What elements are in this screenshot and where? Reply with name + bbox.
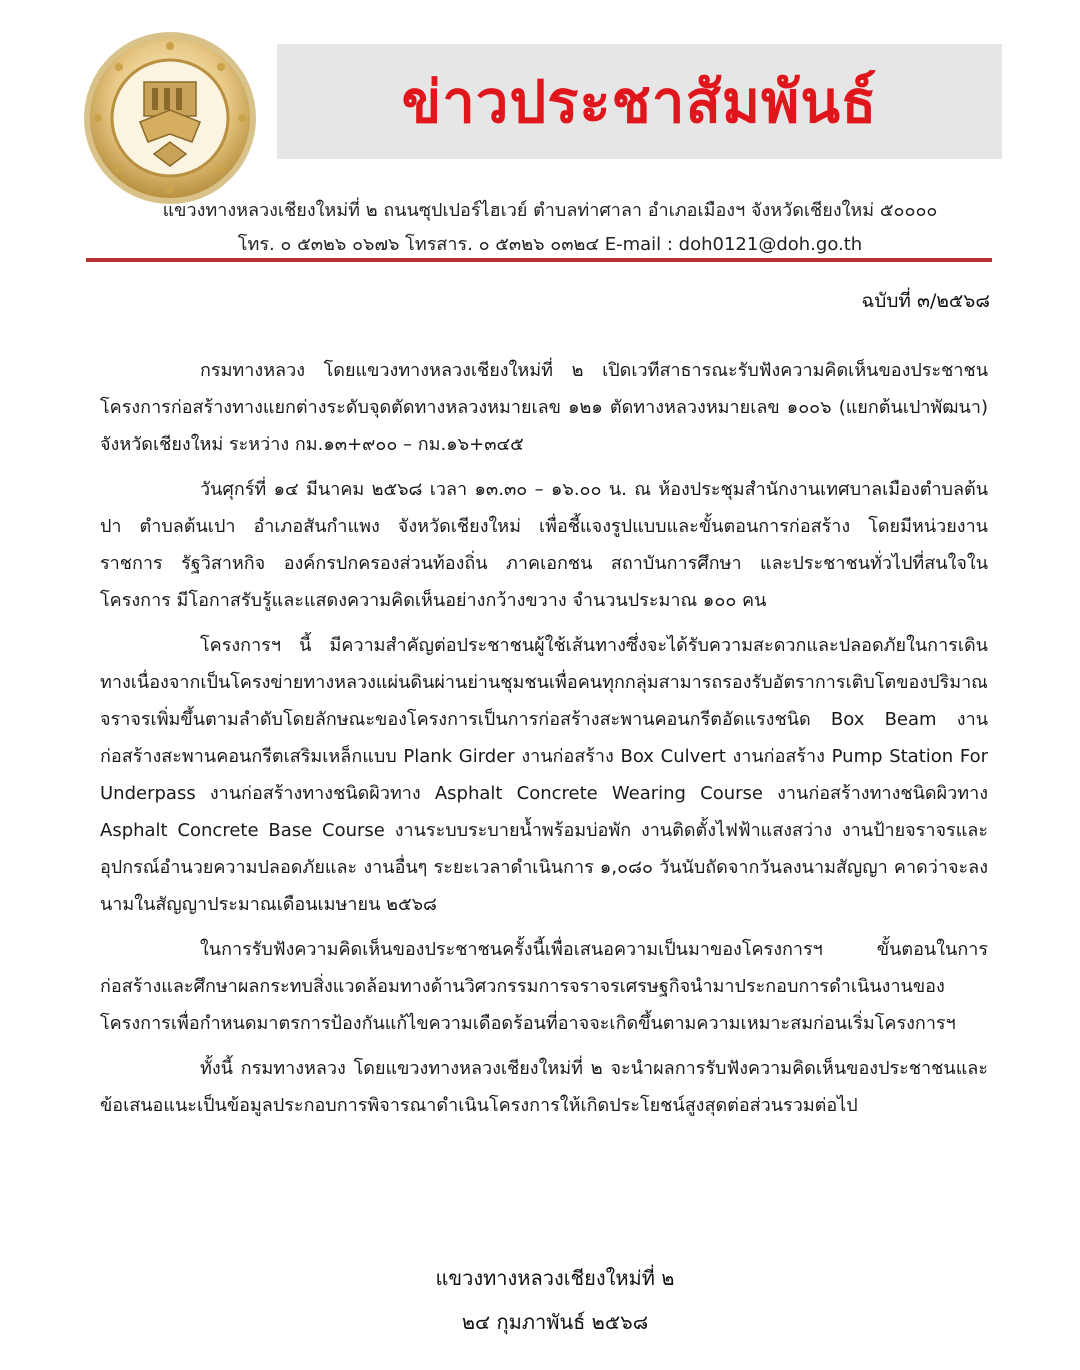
page-title: ข่าวประชาสัมพันธ์ (401, 68, 878, 136)
body-paragraph: วันศุกร์ที่ ๑๔ มีนาคม ๒๕๖๘ เวลา ๑๓.๓๐ – ๑๖.๐๐ น. ณ ห้องประชุมสำนักงานเทศบาลเมืองตำบลต้นปา ตำบลต้นเปา อำเภอสันกำแพง จังหวัดเชียงใหม่ เพื่อชี้แจงรูปแบบและขั้นตอนการก่อสร้าง โดยมีหน่วยงานราชการ รัฐวิสาหกิจ องค์กรปกครองส่วนท้องถิ่น ภาคเอกชน สถาบันการศึกษา และประชาชนทั่วไปที่สนใจในโครงการ มีโอกาสรับรู้และแสดงความคิดเห็นอย่างกว้างขวาง จำนวนประมาณ ๑๐๐ คน (100, 479, 988, 611)
press-release-body (100, 352, 988, 1132)
address-line: แขวงทางหลวงเชียงใหม่ที่ ๒ ถนนซุปเปอร์ไฮเวย์ ตำบลท่าศาลา อำเภอเมืองฯ จังหวัดเชียงใหม่ ๕๐๐๐๐ (162, 200, 938, 221)
issue-number: ฉบับที่ ๓/๒๕๖๘ (861, 290, 990, 312)
title-banner (277, 44, 1002, 159)
body-paragraph: ในการรับฟังความคิดเห็นของประชาชนครั้งนี้เพื่อเสนอความเป็นมาของโครงการฯ ขั้นตอนในการก่อสร้างและศึกษาผลกระทบสิ่งแวดล้อมทางด้านวิศวกรรมการจราจรเศรษฐกิจนำมาประกอบการดำเนินงานของโครงการเพื่อกำหนดมาตรการป้องกันแก้ไขความเดือดร้อนที่อาจจะเกิดขึ้นตามความเหมาะสมก่อนเริ่มโครงการฯ (100, 939, 988, 1034)
signature-date: ๒๔ กุมภาพันธ์ ๒๕๖๘ (461, 1310, 649, 1334)
body-paragraph: โครงการฯ นี้ มีความสำคัญต่อประชาชนผู้ใช้เส้นทางซึ่งจะได้รับความสะดวกและปลอดภัยในการเดินทางเนื่องจากเป็นโครงข่ายทางหลวงแผ่นดินผ่านย่านชุมชนเพื่อคนทุกกลุ่มสามารถรองรับอัตราการเติบโตของปริมาณจราจรเพิ่มขึ้นตามลำดับโดยลักษณะของโครงการเป็นการก่อสร้างสะพานคอนกรีตอัดแรงชนิด Box Beam งานก่อสร้างสะพานคอนกรีตเสริมเหล็กแบบ Plank Girder งานก่อสร้าง Box Culvert งานก่อสร้าง Pump Station For Underpass งานก่อสร้างทางชนิดผิวทาง Asphalt Concrete Wearing Course งานก่อสร้างทางชนิดผิวทาง Asphalt Concrete Base Course งานระบบระบายน้ำพร้อมบ่อพัก งานติดตั้งไฟฟ้าแสงสว่าง งานป้ายจราจรและอุปกรณ์อำนวยความปลอดภัยและ งานอื่นๆ ระยะเวลาดำเนินการ ๑,๐๘๐ วันนับถัดจากวันลงนามสัญญา คาดว่าจะลงนามในสัญญาประมาณเดือนเมษายน ๒๕๖๘ (100, 635, 988, 915)
department-of-highways-seal-icon (82, 30, 258, 206)
contact-line: โทร. ๐ ๕๓๒๖ ๐๖๗๖ โทรสาร. ๐ ๕๓๒๖ ๐๓๒๔ E-mail : doh0121@doh.go.th (237, 234, 863, 255)
body-paragraph: กรมทางหลวง โดยแขวงทางหลวงเชียงใหม่ที่ ๒ เปิดเวทีสาธารณะรับฟังความคิดเห็นของประชาชน โครงการก่อสร้างทางแยกต่างระดับจุดตัดทางหลวงหมายเลข ๑๒๑ ตัดทางหลวงหมายเลข ๑๐๐๖ (แยกต้นเปาพัฒนา) จังหวัดเชียงใหม่ ระหว่าง กม.๑๓+๙๐๐ – กม.๑๖+๓๔๕ (100, 360, 988, 455)
body-paragraph: ทั้งนี้ กรมทางหลวง โดยแขวงทางหลวงเชียงใหม่ที่ ๒ จะนำผลการรับฟังความคิดเห็นของประชาชนและข้อเสนอแนะเป็นข้อมูลประกอบการพิจารณาดำเนินโครงการให้เกิดประโยชน์สูงสุดต่อส่วนรวมต่อไป (100, 1058, 988, 1116)
address-block (0, 194, 1080, 262)
header-divider (86, 258, 992, 262)
signature-office: แขวงทางหลวงเชียงใหม่ที่ ๒ (435, 1266, 675, 1290)
